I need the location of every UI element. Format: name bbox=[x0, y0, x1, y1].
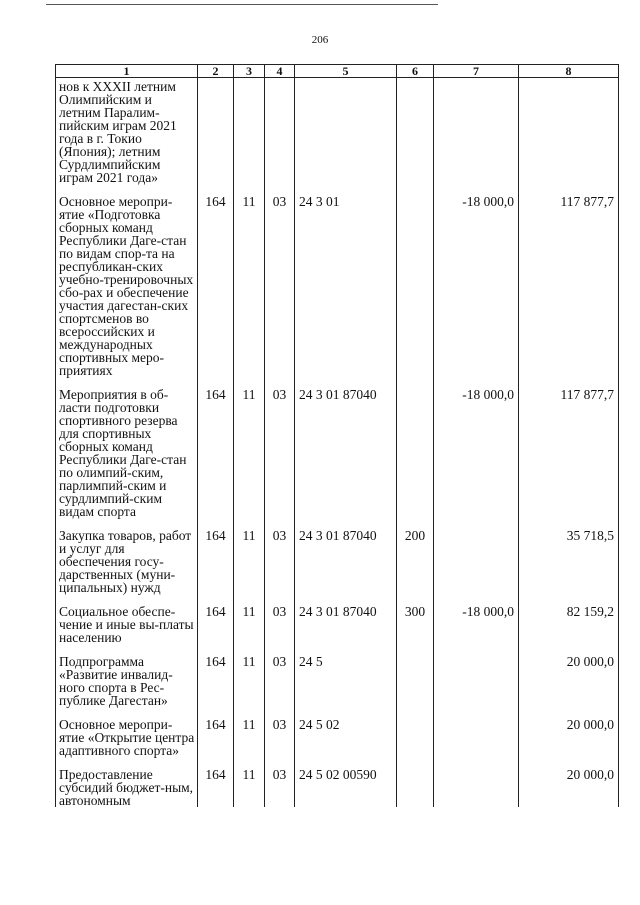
cell-change: -18 000,0 bbox=[434, 377, 519, 518]
page-number: 206 bbox=[311, 34, 329, 46]
cell-section: 11 bbox=[234, 184, 265, 377]
cell-total: 117 877,7 bbox=[519, 377, 619, 518]
column-header: 5 bbox=[295, 65, 397, 78]
cell-target-article bbox=[295, 78, 397, 185]
cell-subsection: 03 bbox=[265, 594, 295, 644]
cell-subsection: 03 bbox=[265, 707, 295, 757]
cell-ministry: 164 bbox=[198, 184, 234, 377]
cell-change bbox=[434, 78, 519, 185]
cell-section: 11 bbox=[234, 518, 265, 594]
column-header: 1 bbox=[56, 65, 198, 78]
cell-expense-type: 200 bbox=[397, 518, 434, 594]
cell-change: -18 000,0 bbox=[434, 594, 519, 644]
table-row bbox=[56, 644, 619, 707]
row-name: Основное меропри-ятие «Открытие центра адаптивного спорта» bbox=[56, 707, 198, 757]
column-number-row bbox=[56, 65, 619, 78]
cell-change bbox=[434, 707, 519, 757]
cell-subsection: 03 bbox=[265, 757, 295, 807]
cell-ministry bbox=[198, 78, 234, 185]
table-row bbox=[56, 518, 619, 594]
cell-ministry: 164 bbox=[198, 757, 234, 807]
row-name: нов к XXXII летним Олимпийским и летним Паралим-пийским играм 2021 года в г. Токио (Япония); летним Сурдлимпийским играм 2021 года» bbox=[56, 78, 198, 185]
cell-total: 35 718,5 bbox=[519, 518, 619, 594]
cell-target-article: 24 5 02 00590 bbox=[295, 757, 397, 807]
cell-ministry: 164 bbox=[198, 594, 234, 644]
cell-target-article: 24 3 01 bbox=[295, 184, 397, 377]
cell-expense-type bbox=[397, 78, 434, 185]
row-name: Предоставление субсидий бюджет-ным, автономным bbox=[56, 757, 198, 807]
row-name: Закупка товаров, работ и услуг для обеспечения госу-дарственных (муни-ципальных) нужд bbox=[56, 518, 198, 594]
column-header: 7 bbox=[434, 65, 519, 78]
row-name: Мероприятия в об-ласти подготовки спортивного резерва для спортивных сборных команд Республики Даге-стан по олимпий-ским, парлимпий-ским и сурдлимпий-ским видам спорта bbox=[56, 377, 198, 518]
cell-section: 11 bbox=[234, 707, 265, 757]
cell-ministry: 164 bbox=[198, 377, 234, 518]
column-header: 4 bbox=[265, 65, 295, 78]
cell-total: 20 000,0 bbox=[519, 707, 619, 757]
row-name: Социальное обеспе-чение и иные вы-платы населению bbox=[56, 594, 198, 644]
cell-ministry: 164 bbox=[198, 644, 234, 707]
column-header: 6 bbox=[397, 65, 434, 78]
cell-total: 117 877,7 bbox=[519, 184, 619, 377]
column-header: 3 bbox=[234, 65, 265, 78]
cell-total: 20 000,0 bbox=[519, 644, 619, 707]
cell-target-article: 24 3 01 87040 bbox=[295, 518, 397, 594]
cell-section bbox=[234, 78, 265, 185]
cell-subsection: 03 bbox=[265, 184, 295, 377]
table-row bbox=[56, 594, 619, 644]
cell-expense-type bbox=[397, 644, 434, 707]
cell-total bbox=[519, 78, 619, 185]
table-row bbox=[56, 184, 619, 377]
cell-ministry: 164 bbox=[198, 518, 234, 594]
cell-total: 82 159,2 bbox=[519, 594, 619, 644]
cell-section: 11 bbox=[234, 594, 265, 644]
cell-change bbox=[434, 757, 519, 807]
cell-target-article: 24 3 01 87040 bbox=[295, 377, 397, 518]
cell-target-article: 24 5 bbox=[295, 644, 397, 707]
table-row bbox=[56, 377, 619, 518]
table-row bbox=[56, 757, 619, 807]
cell-section: 11 bbox=[234, 644, 265, 707]
budget-table bbox=[55, 64, 619, 807]
cell-subsection: 03 bbox=[265, 644, 295, 707]
top-rule bbox=[46, 4, 438, 5]
row-name: Подпрограмма «Развитие инвалид-ного спорта в Рес-публике Дагестан» bbox=[56, 644, 198, 707]
cell-expense-type bbox=[397, 377, 434, 518]
cell-change bbox=[434, 644, 519, 707]
cell-total: 20 000,0 bbox=[519, 757, 619, 807]
cell-target-article: 24 5 02 bbox=[295, 707, 397, 757]
cell-target-article: 24 3 01 87040 bbox=[295, 594, 397, 644]
column-header: 2 bbox=[198, 65, 234, 78]
cell-section: 11 bbox=[234, 757, 265, 807]
cell-ministry: 164 bbox=[198, 707, 234, 757]
cell-expense-type: 300 bbox=[397, 594, 434, 644]
column-header: 8 bbox=[519, 65, 619, 78]
cell-change: -18 000,0 bbox=[434, 184, 519, 377]
cell-subsection: 03 bbox=[265, 377, 295, 518]
cell-expense-type bbox=[397, 707, 434, 757]
table-row bbox=[56, 78, 619, 185]
cell-expense-type bbox=[397, 757, 434, 807]
cell-subsection: 03 bbox=[265, 518, 295, 594]
cell-subsection bbox=[265, 78, 295, 185]
cell-expense-type bbox=[397, 184, 434, 377]
cell-change bbox=[434, 518, 519, 594]
cell-section: 11 bbox=[234, 377, 265, 518]
table-row bbox=[56, 707, 619, 757]
row-name: Основное меропри-ятие «Подготовка сборных команд Республики Даге-стан по видам спор-та на республикан-ских учебно-тренировочных сбо-рах и обеспечение участия дагестан-ских спортсменов во всероссийских и международных спортивных меро-приятиях bbox=[56, 184, 198, 377]
